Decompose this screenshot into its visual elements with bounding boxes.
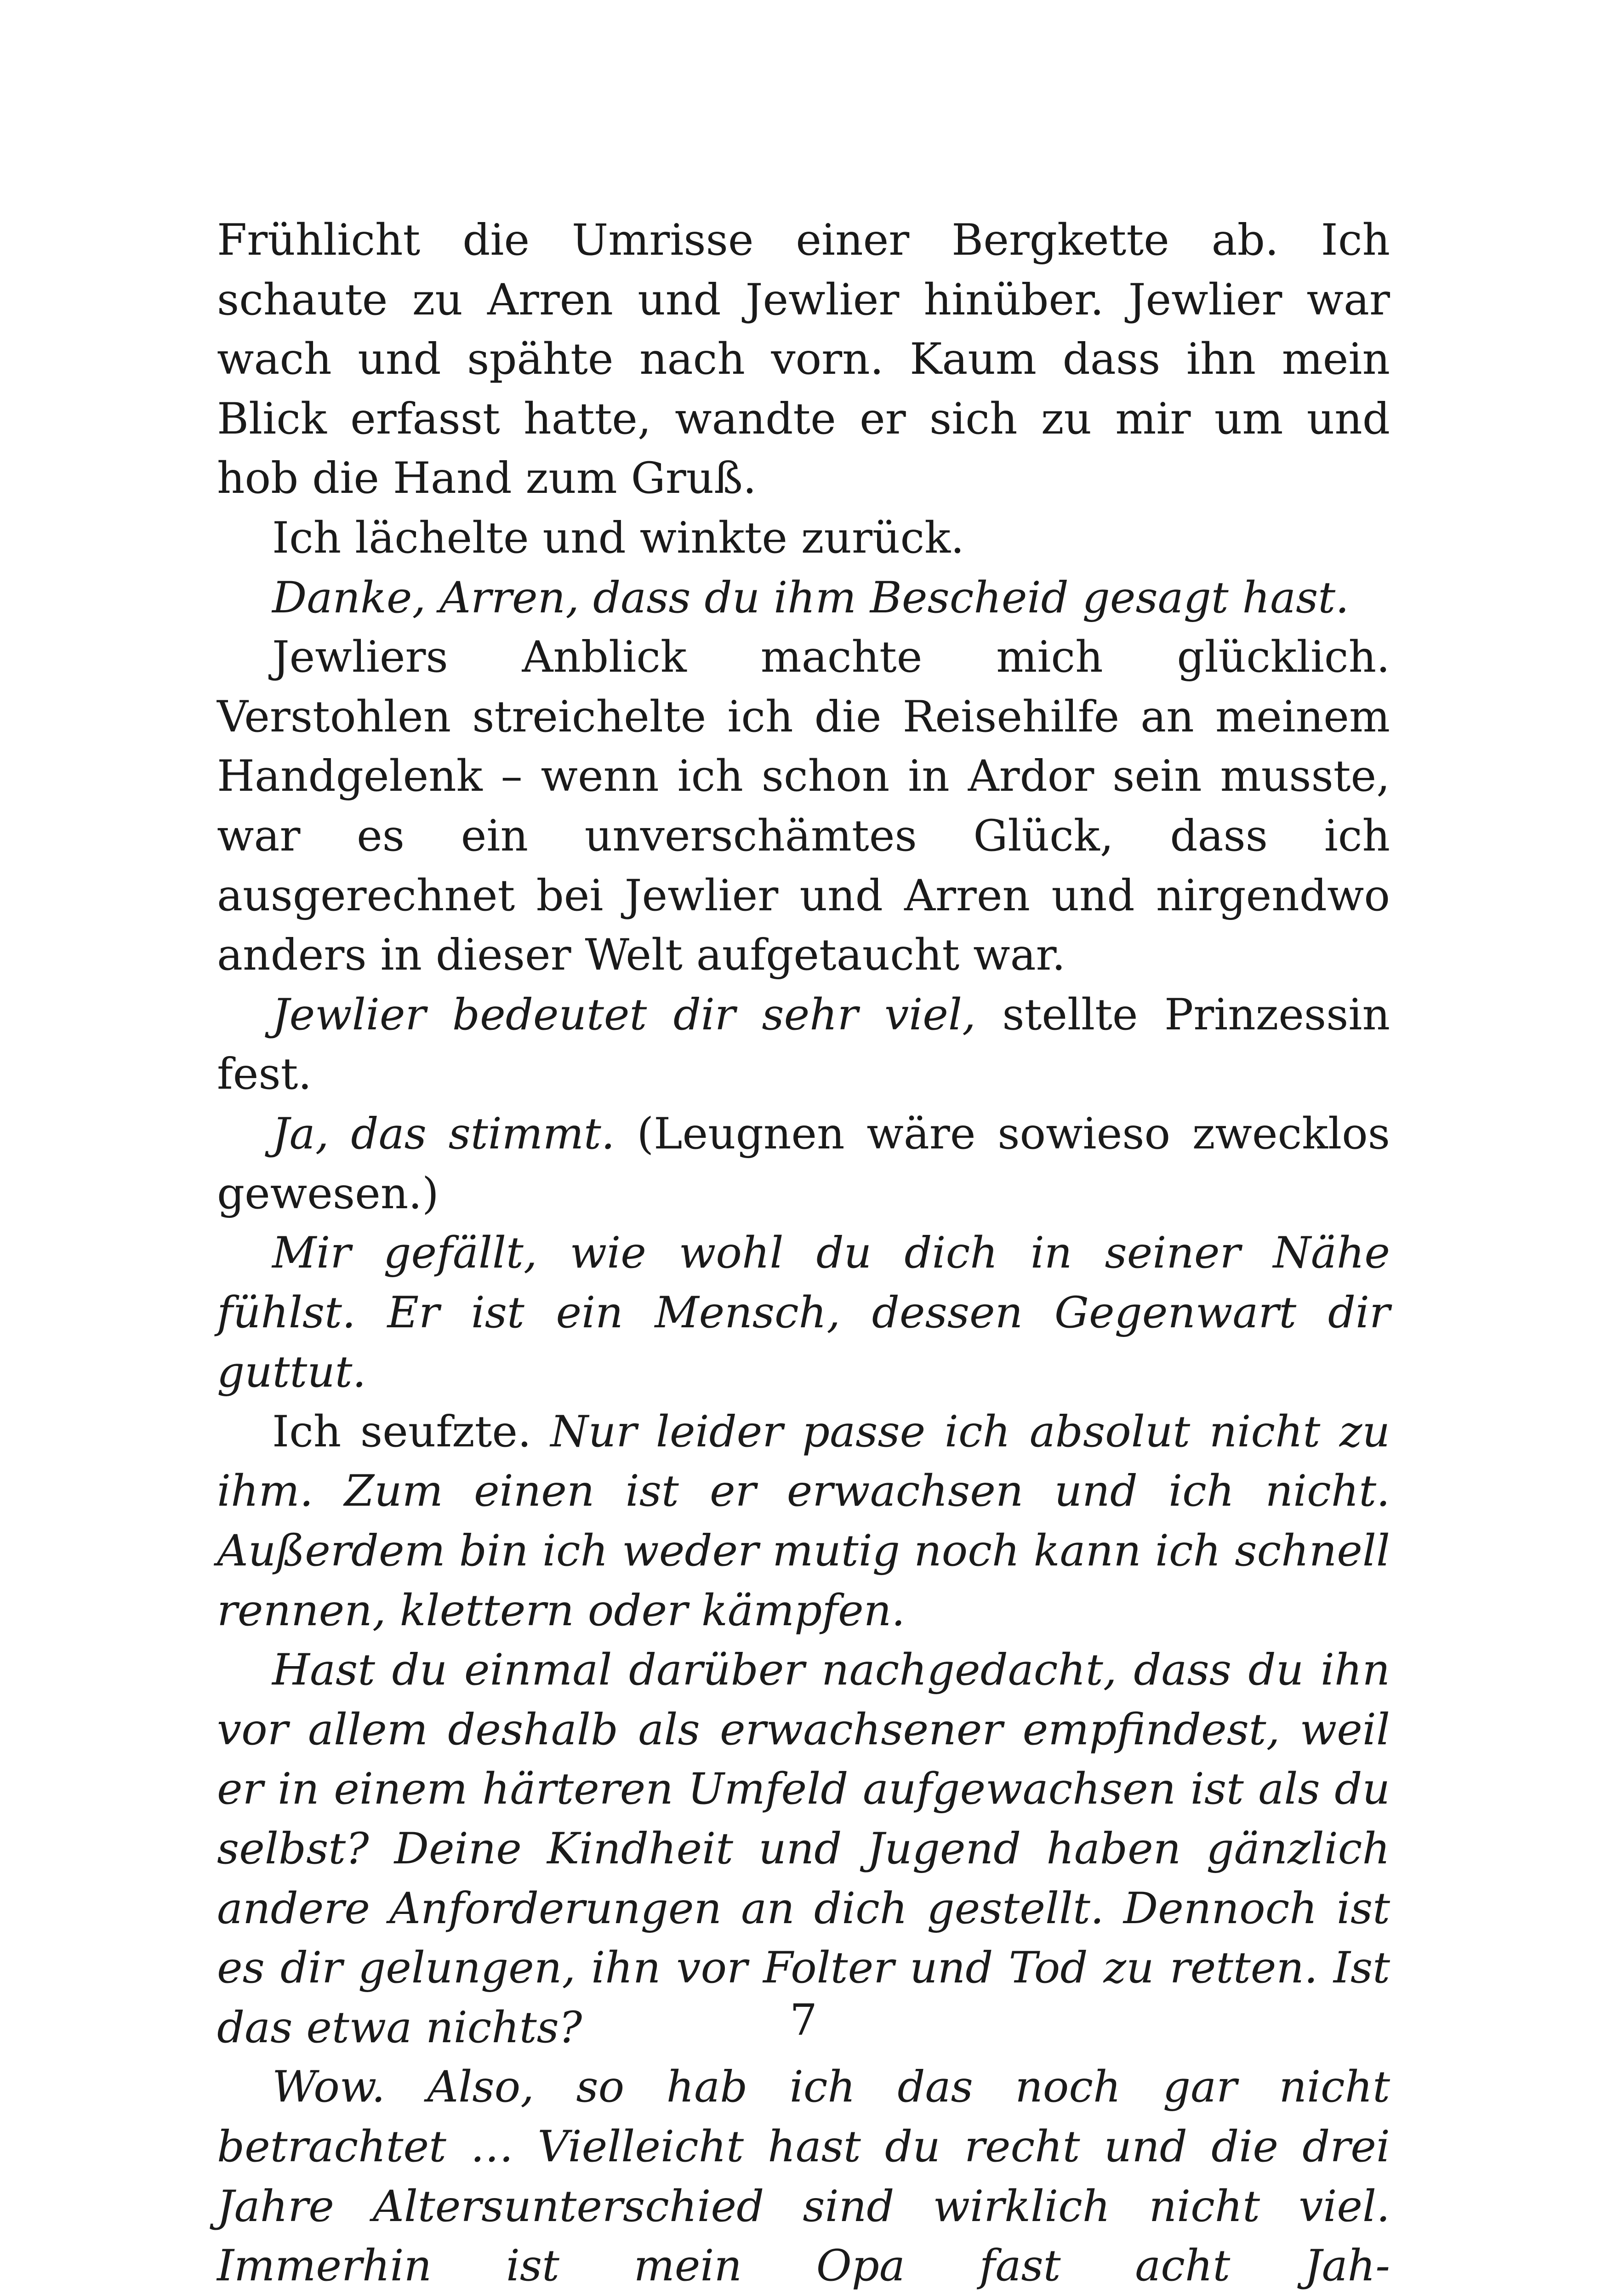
- paragraph-1: Frühlicht die Umrisse einer Bergkette ab. Ich schaute zu Arren und Jewlier hinüber. Jewlier war wach und spähte nach vorn. Kaum dass ihn mein Blick erfasst hatte, wandte er sich zu mir um und hob die Hand zum Gruß.: [217, 215, 1390, 504]
- paragraph-2: Ich lächelte und winkte zurück.: [272, 513, 964, 563]
- paragraph-3: Danke, Arren, dass du ihm Bescheid gesagt hast.: [272, 572, 1350, 623]
- paragraph-5: Jewlier bedeutet dir sehr viel, stellte Prinzessin fest.: [217, 989, 1390, 1100]
- paragraph-8: Ich seufzte. Nur leider passe ich absolut nicht zu ihm. Zum einen ist er erwachsen und ich nicht. Außerdem bin ich weder mutig noch kann ich schnell rennen, klettern oder kämpfen.: [217, 1406, 1390, 1636]
- page-number: 7: [790, 1995, 817, 2045]
- paragraph-6: Ja, das stimmt. (Leugnen wäre sowieso zwecklos gewesen.): [217, 1108, 1390, 1219]
- paragraph-10: Wow. Also, so hab ich das noch gar nicht betrachtet … Vielleicht hast du recht und die drei Jahre Altersunterschied sind wirklich nicht viel. Immerhin ist mein Opa fast acht Jah-: [217, 2062, 1390, 2291]
- paragraph-7: Mir gefällt, wie wohl du dich in seiner Nähe fühlst. Er ist ein Mensch, dessen Gegenwart dir guttut.: [217, 1228, 1390, 1398]
- paragraph-4: Jewliers Anblick machte mich glücklich. Verstohlen streichelte ich die Reisehilfe an meinem Handgelenk – wenn ich schon in Ardor sein musste, war es ein unverschämtes Glück, dass ich ausgerechnet bei Jewlier und Arren und nirgendwo anders in dieser Welt aufgetaucht war.: [217, 632, 1390, 981]
- paragraph-9: Hast du einmal darüber nachgedacht, dass du ihn vor allem deshalb als erwachsener empfindest, weil er in einem härteren Umfeld aufgewachsen ist als du selbst? Deine Kindheit und Jugend haben gänzlich andere Anforderungen an dich gestellt. Dennoch ist es dir gelungen, ihn vor Folter und Tod zu retten. Ist das etwa nichts?: [217, 1645, 1390, 2053]
- body-text: [217, 211, 1390, 2296]
